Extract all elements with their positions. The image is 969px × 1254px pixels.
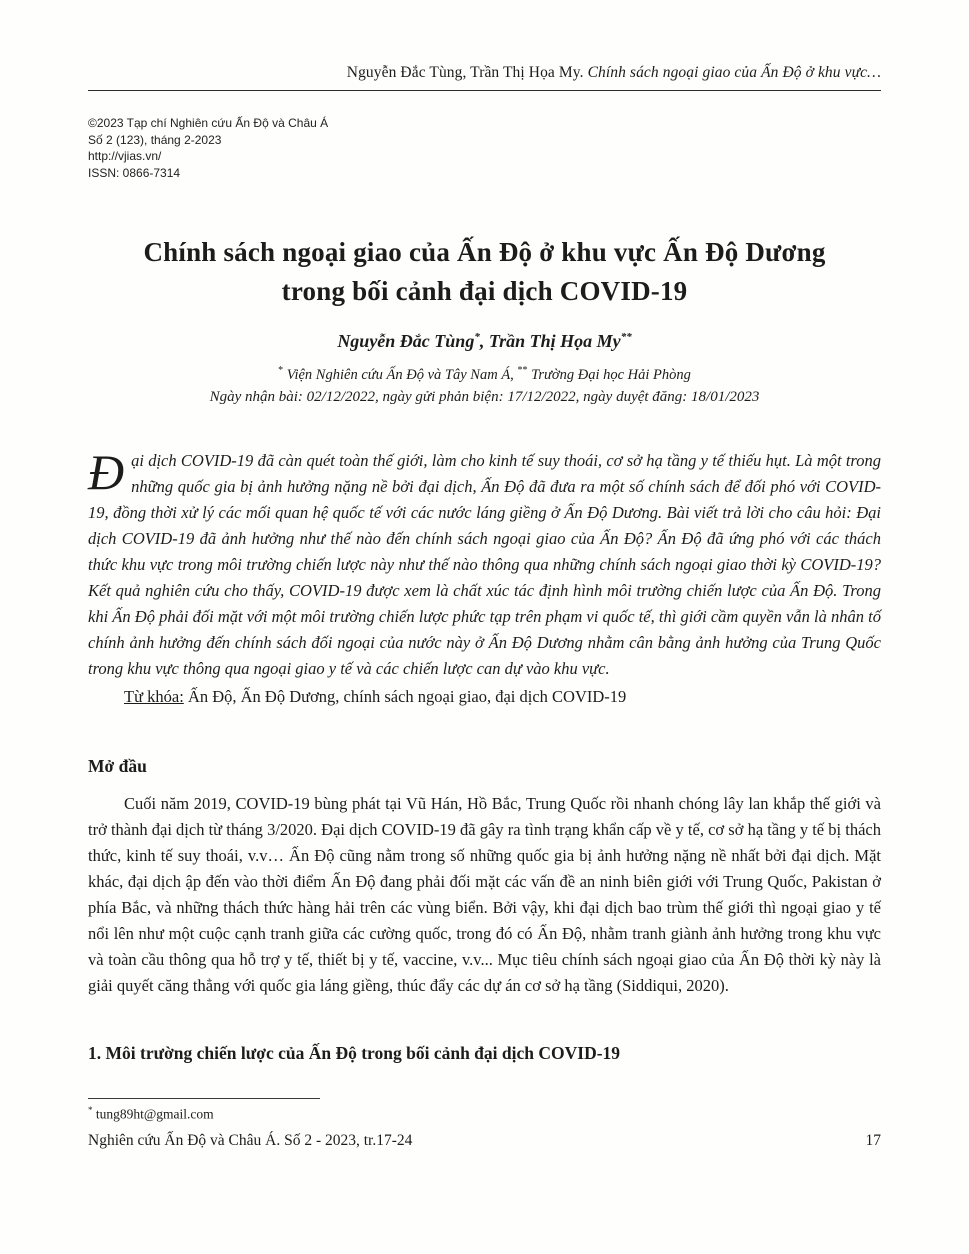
affiliation-line <box>88 360 881 386</box>
author-2: Trần Thị Họa My <box>488 331 621 351</box>
article-title-line1: Chính sách ngoại giao của Ấn Độ ở khu vực Ấn Độ Dương <box>143 237 826 267</box>
submission-dates: Ngày nhận bài: 02/12/2022, ngày gửi phản biện: 17/12/2022, ngày duyệt đăng: 18/01/2023 <box>209 388 760 405</box>
affiliation-1-marker: * <box>278 365 284 376</box>
page-content <box>88 0 881 1064</box>
page-bottom-area <box>88 1098 881 1150</box>
affiliation-2-marker: ** <box>517 365 528 376</box>
running-head-title: Chính sách ngoại giao của Ấn Độ ở khu vực… <box>587 64 881 81</box>
masthead-issue: Số 2 (123), tháng 2-2023 <box>88 132 222 147</box>
abstract-text: ại dịch COVID-19 đã càn quét toàn thế giới, làm cho kinh tế suy thoái, cơ sở hạ tầng y tế thiếu hụt. Là một trong những quốc gia bị ảnh hưởng nặng nề bởi đại dịch, Ấn Độ đã đưa ra một số chính sách để đối phó với COVID-19, đồng thời xử lý các mối quan hệ quốc tế với các nước láng giềng ở Ấn Độ Dương. Bài viết trả lời cho câu hỏi: Đại dịch COVID-19 đã ảnh hưởng như thế nào đến chính sách ngoại giao của Ấn Độ? Ấn Độ đã ứng phó với các thách thức khu vực trong môi trường chiến lược này như thế nào thông qua những chính sách ngoại giao thời kỳ COVID-19? Kết quả nghiên cứu cho thấy, COVID-19 được xem là chất xúc tác định hình môi trường chiến lược của Ấn Độ. Trong khi Ấn Độ phải đối mặt với một môi trường chiến lược phức tạp trên phạm vi quốc tế, thì giới cầm quyền vẫn là nhân tố chính ảnh hưởng đến chính sách đối ngoại của nước này ở Ấn Độ Dương nhằm cân bằng ảnh hưởng của Trung Quốc trong khu vực thông qua ngoại giao y tế và các chiến lược can dự vào khu vực. <box>88 450 881 678</box>
footnote-marker: * <box>88 1105 93 1115</box>
masthead-url: http://vjias.vn/ <box>88 149 162 163</box>
affiliation-1: Viện Nghiên cứu Ấn Độ và Tây Nam Á, <box>283 366 518 383</box>
author-1: Nguyễn Đắc Tùng <box>337 331 475 351</box>
footnote-email-line <box>88 1105 881 1123</box>
intro-paragraph: Cuối năm 2019, COVID-19 bùng phát tại Vũ Hán, Hồ Bắc, Trung Quốc rồi nhanh chóng lây lan khắp thế giới và trở thành đại dịch từ tháng 3/2020. Đại dịch COVID-19 đã gây ra tình trạng khẩn cấp về y tế, cơ sở hạ tầng y tế bị thách thức, kinh tế suy thoái, v.v… Ấn Độ cũng nằm trong số những quốc gia bị ảnh hưởng nặng nề nhất bởi đại dịch. Mặt khác, đại dịch ập đến vào thời điểm Ấn Độ đang phải đối mặt các vấn đề an ninh biên giới với Trung Quốc, Pakistan ở phía Bắc, và những thách thức hàng hải trên các vùng biển. Bởi vậy, khi đại dịch bao trùm thế giới thì ngoại giao y tế nổi lên như một cuộc cạnh tranh giữa các cường quốc, trong đó có Ấn Độ, nhằm tranh giành ảnh hưởng trong khu vực và toàn cầu thông qua hỗ trợ y tế, thiết bị y tế, vaccine, v.v... Mục tiêu chính sách ngoại giao của Ấn Độ thời kỳ này là giải quyết căng thẳng với quốc gia láng giềng, thúc đẩy các dự án cơ sở hạ tầng (Siddiqui, 2020). <box>88 794 881 996</box>
running-head <box>88 0 881 82</box>
masthead-issn: ISSN: 0866-7314 <box>88 165 181 180</box>
masthead-copyright: ©2023 Tạp chí Nghiên cứu Ấn Độ và Châu Á <box>88 116 329 130</box>
authors-line <box>88 331 881 352</box>
footer-journal-info: Nghiên cứu Ấn Độ và Châu Á. Số 2 - 2023, tr.17-24 <box>88 1131 413 1149</box>
abstract-paragraph <box>88 443 881 682</box>
article-title-line2: trong bối cảnh đại dịch COVID-19 <box>281 276 688 306</box>
running-head-authors: Nguyễn Đắc Tùng, Trần Thị Họa My. <box>346 64 588 81</box>
abstract-dropcap: Đ <box>88 443 125 500</box>
header-rule <box>88 90 881 91</box>
keywords-line <box>88 684 881 710</box>
page-footer <box>88 1132 881 1150</box>
affiliation-2: Trường Đại học Hải Phòng <box>527 366 691 383</box>
footer-page-number: 17 <box>865 1131 881 1149</box>
masthead-block <box>88 115 881 181</box>
authors-separator: , <box>479 331 489 351</box>
keywords-text: Ấn Độ, Ấn Độ Dương, chính sách ngoại giao, đại dịch COVID-19 <box>183 686 627 706</box>
section-1-heading: 1. Môi trường chiến lược của Ấn Độ trong bối cảnh đại dịch COVID-19 <box>88 1043 621 1064</box>
footnote-email: tung89ht@gmail.com <box>92 1106 214 1122</box>
keywords-label: Từ khóa: <box>124 686 184 706</box>
footnote-rule <box>88 1098 320 1099</box>
author-2-marker: ** <box>620 331 632 343</box>
article-title <box>88 233 881 311</box>
author-1-marker: * <box>474 331 480 343</box>
intro-heading: Mở đầu <box>88 755 147 776</box>
